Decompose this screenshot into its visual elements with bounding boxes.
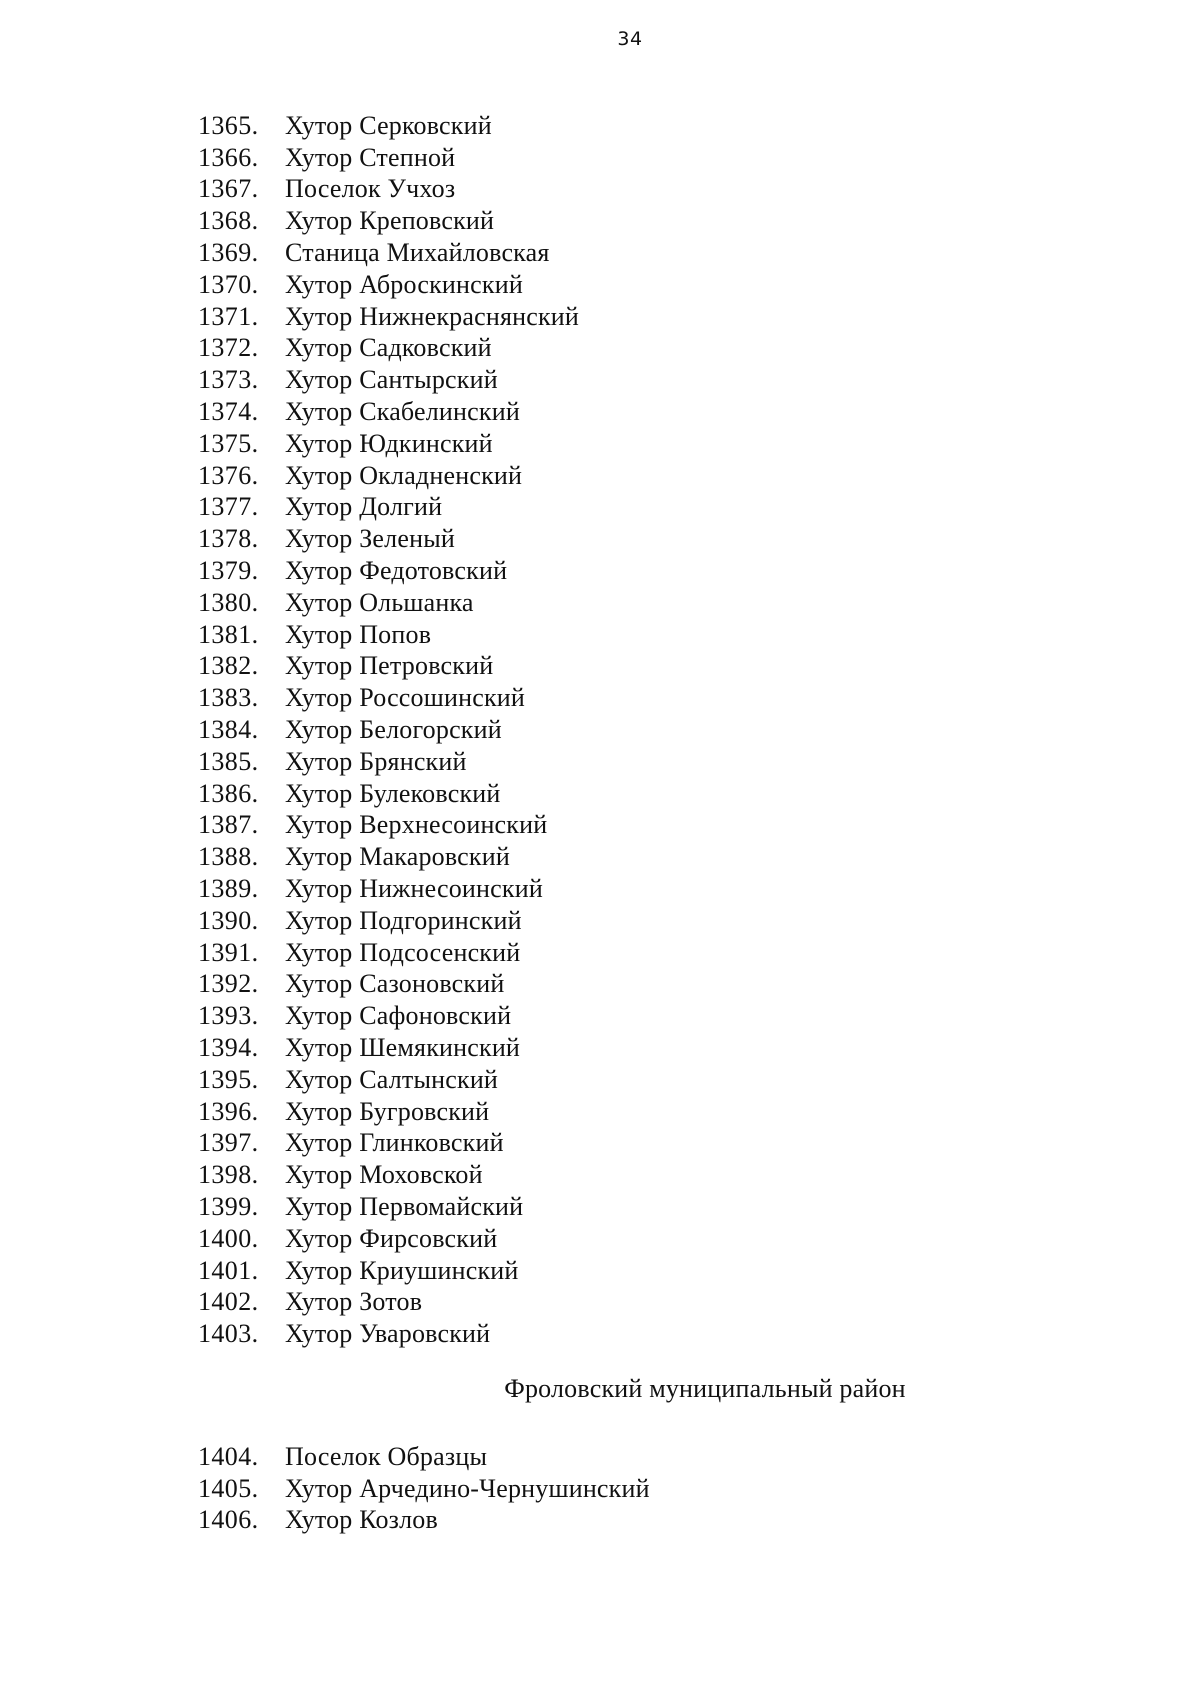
item-number: 1374.	[198, 397, 259, 427]
item-number: 1370.	[198, 269, 259, 299]
item-number: 1395.	[198, 1064, 259, 1094]
list-item	[198, 428, 579, 460]
item-name: Хутор Белогорский	[285, 715, 502, 745]
item-number: 1373.	[198, 365, 259, 395]
item-number: 1367.	[198, 174, 259, 204]
item-name: Хутор Сафоновский	[285, 1001, 512, 1031]
list-item	[198, 905, 579, 937]
list-item	[198, 969, 579, 1001]
section-title: Фроловский муниципальный район	[504, 1374, 906, 1403]
item-number: 1366.	[198, 142, 259, 172]
item-name: Хутор Криушинский	[285, 1255, 519, 1285]
item-name: Хутор Булековский	[285, 778, 501, 808]
item-number: 1371.	[198, 301, 259, 331]
item-name: Хутор Шемякинский	[285, 1033, 521, 1062]
item-number: 1401.	[198, 1255, 259, 1285]
item-name: Хутор Глинковский	[285, 1128, 504, 1158]
list-item	[198, 205, 579, 237]
item-name: Хутор Ольшанка	[285, 587, 474, 617]
item-number: 1400.	[198, 1223, 259, 1253]
item-number: 1378.	[198, 524, 259, 554]
item-name: Хутор Моховской	[285, 1160, 483, 1190]
list-item	[198, 1128, 579, 1160]
list-item	[198, 1096, 579, 1128]
item-name: Хутор Россошинский	[285, 683, 525, 713]
list-item	[198, 1318, 579, 1350]
item-number: 1399.	[198, 1191, 259, 1221]
list-item	[198, 1159, 579, 1191]
item-name: Хутор Уваровский	[285, 1319, 491, 1349]
item-name: Поселок Образцы	[285, 1441, 488, 1471]
item-name: Хутор Нижнесоинский	[285, 874, 543, 904]
item-name: Хутор Серковский	[285, 110, 492, 140]
item-number: 1402.	[198, 1287, 259, 1317]
item-name: Хутор Аброскинский	[285, 269, 523, 299]
list-item	[198, 587, 579, 619]
item-number: 1404.	[198, 1441, 259, 1471]
list-item	[198, 237, 579, 269]
item-name: Хутор Подсосенский	[285, 937, 521, 967]
list-item	[198, 142, 579, 174]
item-name: Хутор Долгий	[285, 492, 443, 522]
item-name: Хутор Креповский	[285, 206, 495, 236]
item-name: Хутор Арчедино-Чернушинский	[285, 1473, 650, 1503]
list-item	[198, 778, 579, 810]
item-number: 1406.	[198, 1505, 259, 1535]
item-name: Хутор Подгоринский	[285, 905, 522, 935]
item-number: 1388.	[198, 842, 259, 872]
list-item	[198, 1223, 579, 1255]
list-item	[198, 269, 579, 301]
item-name: Хутор Бугровский	[285, 1096, 490, 1126]
item-number: 1405.	[198, 1473, 259, 1503]
item-name: Хутор Петровский	[285, 651, 494, 681]
item-name: Поселок Учхоз	[285, 174, 456, 204]
item-name: Хутор Сазоновский	[285, 969, 505, 999]
item-number: 1372.	[198, 333, 259, 363]
list-item	[198, 555, 579, 587]
item-number: 1398.	[198, 1160, 259, 1190]
list-item	[198, 841, 579, 873]
item-name: Хутор Садковский	[285, 333, 492, 363]
item-name: Хутор Первомайский	[285, 1191, 524, 1221]
list-item	[198, 1441, 650, 1473]
item-number: 1375.	[198, 428, 259, 458]
item-name: Хутор Макаровский	[285, 842, 510, 872]
list-item	[198, 1255, 579, 1287]
list-item	[198, 714, 579, 746]
item-number: 1382.	[198, 651, 259, 681]
item-number: 1391.	[198, 937, 259, 967]
list-item	[198, 937, 579, 969]
list-item	[198, 651, 579, 683]
item-name: Хутор Окладненский	[285, 460, 523, 490]
settlement-list	[198, 110, 579, 1350]
list-item	[198, 1000, 579, 1032]
item-name: Хутор Козлов	[285, 1505, 438, 1535]
page-number: 34	[617, 28, 643, 50]
item-number: 1380.	[198, 587, 259, 617]
item-number: 1369.	[198, 238, 259, 268]
list-item	[198, 1286, 579, 1318]
item-name: Хутор Попов	[285, 619, 432, 649]
item-name: Хутор Верхнесоинский	[285, 810, 548, 840]
item-number: 1389.	[198, 874, 259, 904]
item-number: 1365.	[198, 110, 259, 140]
list-item	[198, 364, 579, 396]
item-name: Хутор Степной	[285, 142, 456, 172]
settlement-list-frolovsky	[198, 1441, 650, 1536]
item-number: 1385.	[198, 746, 259, 776]
item-name: Хутор Зеленый	[285, 524, 455, 554]
list-item	[198, 746, 579, 778]
list-item	[198, 619, 579, 651]
item-number: 1386.	[198, 778, 259, 808]
item-number: 1390.	[198, 905, 259, 935]
list-item	[198, 1064, 579, 1096]
list-item	[198, 110, 579, 142]
list-item	[198, 460, 579, 492]
item-number: 1387.	[198, 810, 259, 840]
item-name: Хутор Сантырский	[285, 365, 498, 395]
list-item	[198, 1473, 650, 1505]
item-name: Хутор Юдкинский	[285, 428, 493, 458]
list-item	[198, 492, 579, 524]
item-number: 1379.	[198, 556, 259, 586]
item-number: 1392.	[198, 969, 259, 999]
item-name: Хутор Зотов	[285, 1287, 423, 1317]
item-number: 1396.	[198, 1096, 259, 1126]
item-number: 1381.	[198, 619, 259, 649]
list-item	[198, 810, 579, 842]
item-number: 1397.	[198, 1128, 259, 1158]
list-item	[198, 396, 579, 428]
item-name: Хутор Брянский	[285, 746, 467, 776]
item-name: Хутор Фирсовский	[285, 1223, 498, 1253]
item-number: 1384.	[198, 715, 259, 745]
item-name: Хутор Скабелинский	[285, 397, 520, 427]
item-name: Станица Михайловская	[285, 238, 550, 268]
item-number: 1377.	[198, 492, 259, 522]
item-number: 1394.	[198, 1033, 259, 1062]
list-item	[198, 1505, 650, 1537]
item-number: 1376.	[198, 460, 259, 490]
list-item	[198, 1191, 579, 1223]
list-item	[198, 333, 579, 365]
item-number: 1368.	[198, 206, 259, 236]
item-number: 1383.	[198, 683, 259, 713]
item-number: 1403.	[198, 1319, 259, 1349]
item-name: Хутор Салтынский	[285, 1064, 499, 1094]
list-item	[198, 873, 579, 905]
item-number: 1393.	[198, 1001, 259, 1031]
list-item	[198, 523, 579, 555]
item-name: Хутор Федотовский	[285, 556, 508, 586]
item-name: Хутор Нижнекраснянский	[285, 301, 580, 331]
list-item	[198, 682, 579, 714]
list-item	[198, 174, 579, 206]
list-item	[198, 1032, 579, 1064]
list-item	[198, 301, 579, 333]
